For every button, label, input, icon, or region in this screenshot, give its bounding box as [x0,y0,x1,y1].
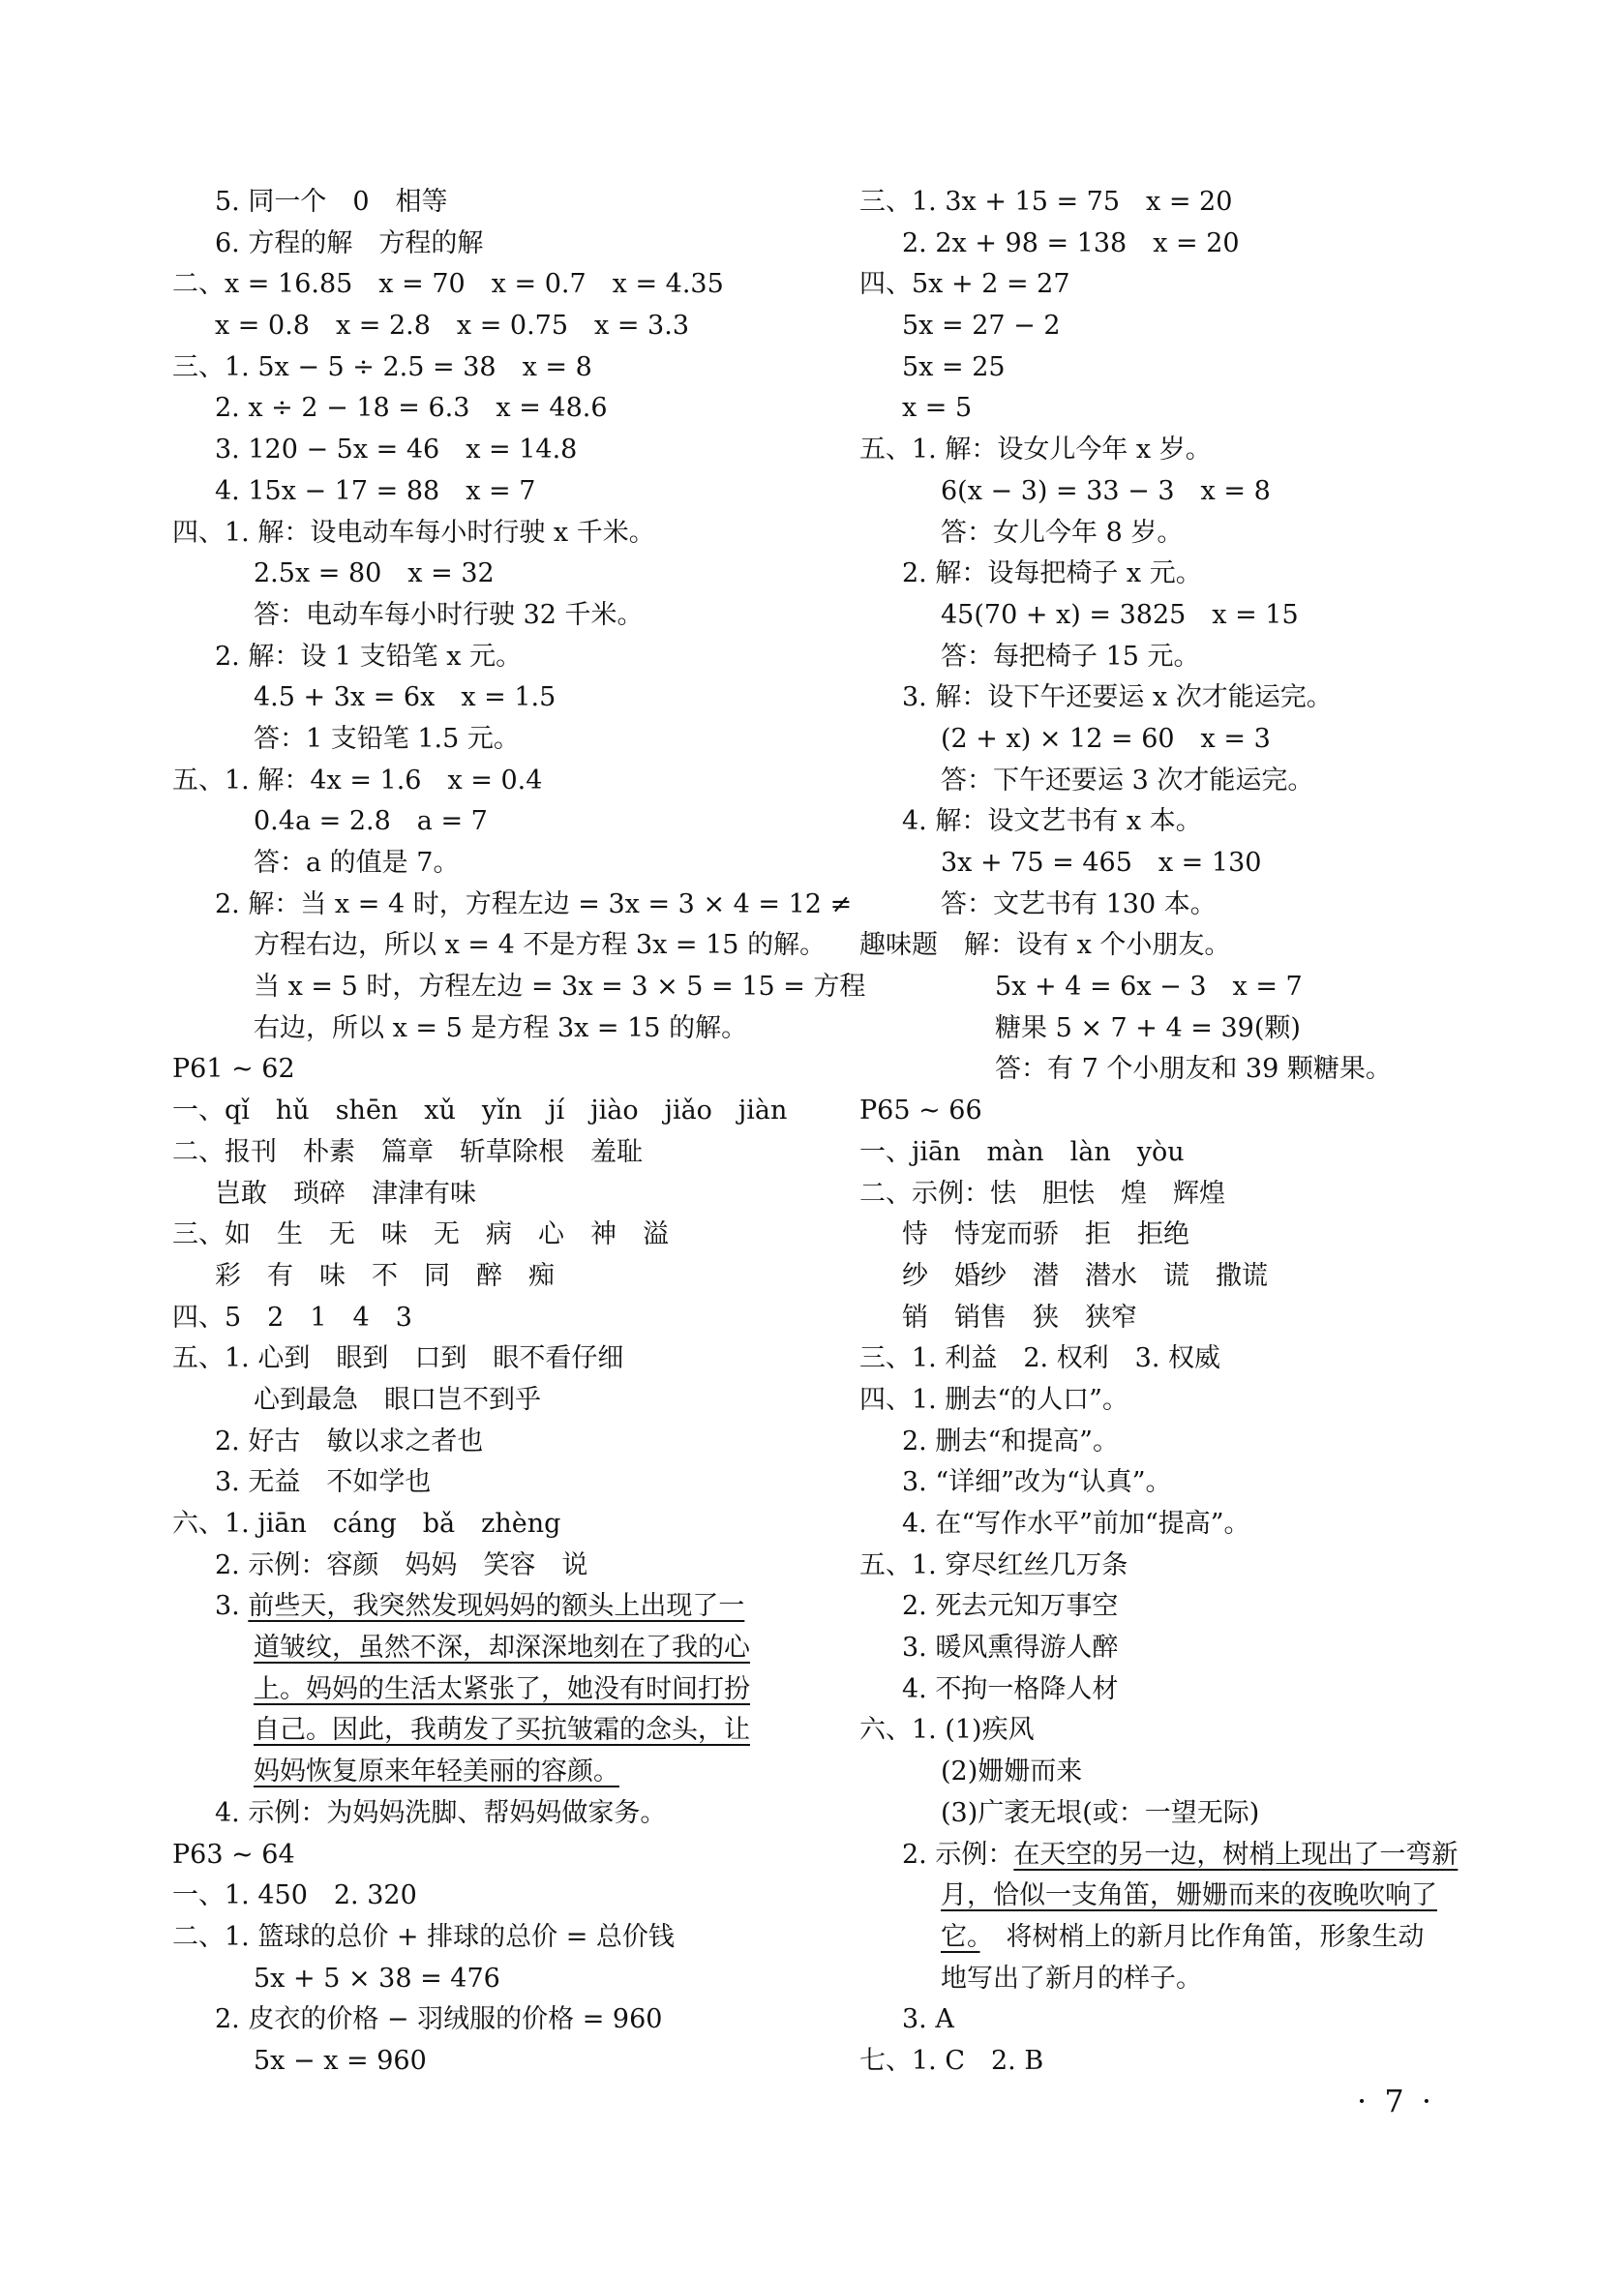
line-text: 3. 120 − 5x = 46 x = 14.8 [215,435,578,465]
answer-line [859,1917,1479,1959]
answer-line [172,471,792,513]
answer-line [859,513,1479,555]
answer-line [859,1049,1479,1091]
answer-line [172,885,853,926]
answer-line [172,1504,792,1546]
line-text: 5x = 25 [902,351,1006,382]
line-text: 二、示例：怯 胆怯 煌 辉煌 [859,1178,1225,1209]
line-text: 五、1. 穿尽红丝几万条 [859,1549,1128,1580]
answer-line [172,2041,792,2083]
line-text: 二、报刊 朴素 篇章 斩草除根 羞耻 [172,1136,643,1167]
answer-line [172,554,792,595]
answer-line [859,719,1479,761]
line-text: 2. 解：设每把椅子 x 元。 [902,558,1202,589]
line-text: 右边，所以 x = 5 是方程 3x = 15 的解。 [254,1012,748,1043]
line-text: 答：a 的值是 7。 [254,848,460,878]
answer-line [859,1876,1479,1917]
answer-line [859,347,1479,389]
line-text: 答：文艺书有 130 本。 [941,888,1217,919]
answer-line [859,1710,1479,1752]
line-text: 答：每把椅子 15 元。 [941,641,1200,672]
line-text: 二、x = 16.85 x = 70 x = 0.7 x = 4.35 [172,269,724,300]
answer-line [172,1669,792,1711]
answer-line [859,1752,1479,1793]
answer-line [172,264,792,306]
answer-line [172,719,792,761]
line-text: 4.5 + 3x = 6x x = 1.5 [254,682,556,713]
answer-line [172,801,792,843]
line-text: 四、1. 删去“的人口”。 [859,1384,1128,1415]
line-text: 2. 死去元知万事空 [902,1591,1119,1622]
answer-line [859,1546,1479,1587]
line-text: 4. 15x − 17 = 88 x = 7 [215,475,536,506]
answer-line [172,1462,792,1504]
line-text: 5x − x = 960 [254,2045,427,2076]
line-text: 答：下午还要运 3 次才能运完。 [941,765,1314,796]
line-text: 纱 婚纱 潜 潜水 谎 撒谎 [902,1260,1268,1291]
answer-line [859,1174,1479,1216]
answer-line [859,224,1479,265]
line-text: 5x + 4 = 6x − 3 x = 7 [995,972,1303,1003]
answer-line [172,1338,792,1380]
line-text: 45(70 + x) = 3825 x = 15 [941,599,1299,630]
line-text: (2)姗姗而来 [941,1757,1083,1787]
answer-line [859,264,1479,306]
line-text: 2. 好古 敏以求之者也 [215,1426,484,1456]
answer-line [859,1298,1479,1339]
line-text: 七、1. C 2. B [859,2045,1044,2076]
answer-line [859,1215,1479,1256]
line-text: 4. 在“写作水平”前加“提高”。 [902,1509,1250,1539]
line-text: 6(x − 3) = 33 − 3 x = 8 [941,475,1271,506]
answer-line [859,554,1479,595]
answer-line [172,224,792,265]
underlined-text: 月，恰似一支角笛，姗姗而来的夜晚吹响了 [941,1880,1437,1911]
answer-line [859,388,1479,430]
answer-line [172,1298,792,1339]
line-text: 将树梢上的新月比作角笛，形象生动 [979,1921,1425,1952]
left-column [172,182,866,2083]
answer-line [859,801,1479,843]
line-text: 二、1. 篮球的总价 + 排球的总价 = 总价钱 [172,1921,675,1952]
line-text: P63 ~ 64 [172,1839,295,1870]
underlined-text: 自己。因此，我萌发了买抗皱霜的念头，让 [254,1715,750,1746]
right-column [859,182,1479,2083]
answer-line [859,306,1479,347]
answer-line [172,182,792,224]
answer-line [859,1669,1479,1711]
line-text: 六、1. (1)疾风 [859,1715,1035,1746]
line-text: 2. 解：当 x = 4 时，方程左边 = 3x = 3 × 4 = 12 ≠ [215,888,853,919]
line-text: 三、如 生 无 味 无 病 心 神 溢 [172,1219,669,1250]
answer-line [172,677,792,719]
answer-line [172,1628,792,1669]
answer-line [859,677,1479,719]
line-text: 四、5x + 2 = 27 [859,269,1070,300]
line-text: 恃 恃宠而骄 拒 拒绝 [902,1219,1189,1250]
answer-line [859,1628,1479,1669]
answer-line [172,347,792,389]
line-text: 当 x = 5 时，方程左边 = 3x = 3 × 5 = 15 = 方程 [254,972,866,1003]
answer-line [172,1586,792,1628]
line-text: 一、1. 450 2. 320 [172,1880,417,1911]
underlined-text: 在天空的另一边，树梢上现出了一弯新 [1013,1839,1459,1870]
line-text: 三、1. 3x + 15 = 75 x = 20 [859,187,1233,217]
answer-line [172,1999,792,2041]
line-text: 2. 示例： [902,1839,1014,1870]
line-text: 2. 2x + 98 = 138 x = 20 [902,227,1240,258]
line-text: 2.5x = 80 x = 32 [254,558,495,589]
line-text: 一、jiān màn làn yòu [859,1136,1185,1167]
line-text: 3. A [902,2004,954,2035]
line-text: 一、qǐ hǔ shēn xǔ yǐn jí jiào jiǎo jiàn [172,1096,788,1126]
answer-line [859,1793,1479,1835]
line-text: 答：1 支铅笔 1.5 元。 [254,723,520,754]
answer-line [859,843,1479,885]
answer-line [172,1215,792,1256]
line-text: 3x + 75 = 465 x = 130 [941,848,1262,878]
line-text: 0.4a = 2.8 a = 7 [254,806,488,837]
answer-line [172,1380,792,1422]
answer-line [172,637,792,678]
answer-line [859,1256,1479,1298]
line-text: 心到最急 眼口岂不到乎 [254,1384,541,1415]
line-text: 四、1. 解：设电动车每小时行驶 x 千米。 [172,517,655,548]
answer-line [172,1959,792,2000]
line-text: 5. 同一个 0 相等 [215,187,448,217]
answer-line [172,1917,792,1959]
line-text: 5x = 27 − 2 [902,311,1061,342]
answer-line [172,430,792,471]
answer-line [172,1049,792,1091]
answer-line [172,1835,792,1877]
line-text: 答：电动车每小时行驶 32 千米。 [254,599,644,630]
page-number: · 7 · [1357,2083,1436,2119]
line-text: 五、1. 解：4x = 1.6 x = 0.4 [172,765,543,796]
answer-line [172,925,827,967]
answer-line [172,967,866,1008]
answer-line [172,1008,792,1050]
answer-line [859,2041,1479,2083]
line-text: 方程右边，所以 x = 4 不是方程 3x = 15 的解。 [254,930,827,961]
answer-line [172,1752,792,1793]
answer-line [859,1462,1479,1504]
line-text: 答：有 7 个小朋友和 39 颗糖果。 [995,1054,1392,1085]
line-text: 销 销售 狭 狭窄 [902,1302,1137,1333]
line-text: 2. 皮衣的价格 − 羽绒服的价格 = 960 [215,2004,663,2035]
line-text: x = 0.8 x = 2.8 x = 0.75 x = 3.3 [215,311,689,342]
line-text: 三、1. 5x − 5 ÷ 2.5 = 38 x = 8 [172,351,592,382]
line-text: 3. “详细”改为“认真”。 [902,1467,1172,1498]
answer-line [859,885,1479,926]
answer-line [172,388,792,430]
underlined-text: 它。 [941,1921,980,1952]
answer-line [172,513,792,555]
line-text: 6. 方程的解 方程的解 [215,227,484,258]
line-text: 六、1. jiān cáng bǎ zhèng [172,1509,561,1539]
answer-line [859,1999,1479,2041]
answer-line [172,1091,792,1132]
answer-line [172,761,792,802]
answer-line [172,1132,792,1174]
line-text: 4. 示例：为妈妈洗脚、帮妈妈做家务。 [215,1797,667,1828]
underlined-text: 上。妈妈的生活太紧张了，她没有时间打扮 [254,1673,750,1704]
line-text: 趣味题 解：设有 x 个小朋友。 [859,930,1231,961]
answer-line [172,1546,792,1587]
line-text: 4. 解：设文艺书有 x 本。 [902,806,1202,837]
answer-line [859,595,1479,637]
answer-line [859,1422,1479,1463]
answer-line [172,1422,792,1463]
answer-line [859,430,1479,471]
line-text: 岂敢 琐碎 津津有味 [215,1178,476,1209]
line-text: 3. [215,1591,249,1622]
answer-line [172,1256,792,1298]
answer-line [859,1091,1479,1132]
line-text: 四、5 2 1 4 3 [172,1302,412,1333]
answer-line [859,1586,1479,1628]
answer-line [859,1380,1479,1422]
answer-line [172,1793,792,1835]
answer-line [859,182,1479,224]
line-text: 五、1. 解：设女儿今年 x 岁。 [859,435,1212,465]
line-text: 糖果 5 × 7 + 4 = 39(颗) [995,1012,1301,1043]
line-text: 3. 暖风熏得游人醉 [902,1633,1119,1664]
line-text: 5x + 5 × 38 = 476 [254,1963,500,1994]
answer-line [172,306,792,347]
answer-line [859,1008,1479,1050]
line-text: 2. 解：设 1 支铅笔 x 元。 [215,641,523,672]
line-text: (2 + x) × 12 = 60 x = 3 [941,723,1271,754]
answer-line [859,1835,1479,1877]
line-text: 彩 有 味 不 同 醉 痴 [215,1260,555,1291]
answer-line [172,1876,792,1917]
answer-line [859,637,1479,678]
line-text: 2. 删去“和提高”。 [902,1426,1119,1456]
underlined-text: 道皱纹，虽然不深，却深深地刻在了我的心 [254,1633,750,1664]
line-text: P61 ~ 62 [172,1054,295,1085]
line-text: 4. 不拘一格降人材 [902,1673,1119,1704]
line-text: P65 ~ 66 [859,1096,982,1126]
line-text: (3)广袤无垠(或：一望无际) [941,1797,1260,1828]
line-text: 3. 解：设下午还要运 x 次才能运完。 [902,682,1333,713]
answer-line [172,595,792,637]
line-text: 2. x ÷ 2 − 18 = 6.3 x = 48.6 [215,393,608,424]
line-text: 3. 无益 不如学也 [215,1467,432,1498]
answer-line [172,843,792,885]
underlined-text: 妈妈恢复原来年轻美丽的容颜。 [254,1757,619,1787]
line-text: 五、1. 心到 眼到 口到 眼不看仔细 [172,1343,624,1374]
answer-line [859,1504,1479,1546]
answer-line [859,471,1479,513]
line-text: 三、1. 利益 2. 权利 3. 权威 [859,1343,1221,1374]
line-text: 地写出了新月的样子。 [941,1963,1202,1994]
answer-line [859,1959,1479,2000]
answer-line [859,1132,1479,1174]
answer-line [859,925,1479,967]
answer-line [859,967,1479,1008]
line-text: x = 5 [902,393,973,424]
answer-line [859,761,1479,802]
line-text: 答：女儿今年 8 岁。 [941,517,1184,548]
answer-line [172,1174,792,1216]
underlined-text: 前些天，我突然发现妈妈的额头上出现了一 [248,1591,745,1622]
line-text: 2. 示例：容颜 妈妈 笑容 说 [215,1549,588,1580]
answer-line [172,1710,792,1752]
answer-line [859,1338,1479,1380]
